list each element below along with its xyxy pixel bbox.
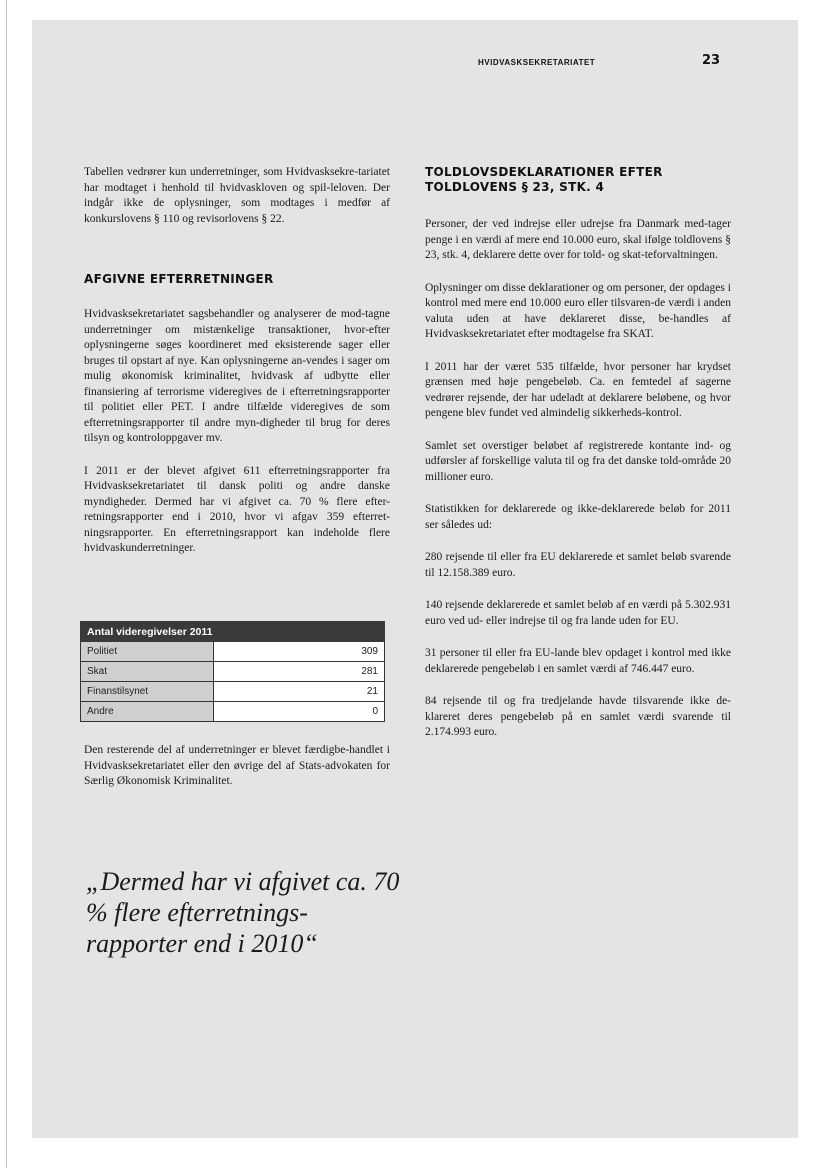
right-paragraph: Samlet set overstiger beløbet af registrerede kontante ind- og udførsler af forskellige valuta til og fra det danske told-område 20 millioner euro. bbox=[425, 439, 731, 483]
row-label: Andre bbox=[81, 702, 214, 722]
row-value: 281 bbox=[214, 662, 385, 682]
after-table-paragraph bbox=[84, 743, 390, 807]
right-paragraph: Personer, der ved indrejse eller udrejse fra Danmark med-tager penge i en værdi af mere end 10.000 euro, skal ifølge toldlovens § 23, stk. 4, deklarere dette over for told- og skat-teforvaltningen. bbox=[425, 218, 731, 261]
table-header-row bbox=[81, 622, 385, 642]
table-row bbox=[81, 642, 385, 662]
running-head: HVIDVASKSEKRETARIATET bbox=[478, 58, 596, 67]
page-number: 23 bbox=[702, 53, 721, 68]
row-value: 0 bbox=[214, 702, 385, 722]
right-paragraph: I 2011 har der været 535 tilfælde, hvor personer har krydset grænsen med høje pengebeløb. Ca. en femtedel af sagerne vedrører rejsende, der har udeladt at deklarere beløbene, og hvor pengene blev fundet ved almindelig sikkerheds-kontrol. bbox=[425, 360, 731, 419]
left-column-body bbox=[84, 307, 390, 574]
table-title: Antal videregivelser 2011 bbox=[81, 622, 385, 642]
row-label: Politiet bbox=[81, 642, 214, 662]
after-table-text: Den resterende del af underretninger er blevet færdigbe-handlet i Hvidvasksekretariatet eller den øvrige del af Stats-advokaten for Særlig Økonomisk Kriminalitet. bbox=[84, 744, 390, 787]
videregivelser-table bbox=[80, 621, 385, 722]
right-paragraph: 280 rejsende til eller fra EU deklarerede et samlet beløb svarende til 12.158.389 euro. bbox=[425, 551, 731, 579]
right-paragraph: 84 rejsende til og fra tredjelande havde tilsvarende ikke de-klareret deres pengebeløb på en samlet værdi svarende til 2.174.993 euro. bbox=[425, 695, 731, 738]
table-row bbox=[81, 682, 385, 702]
right-paragraph: Oplysninger om disse deklarationer og om personer, der opdages i kontrol med mere end 10.000 euro eller tilsvaren-de værdi i anden valuta uden at have deklareret disse, be-handles af Hvidvasksekretariatet efter modtagelse fra SKAT. bbox=[425, 281, 731, 340]
body-paragraph-2: I 2011 er der blevet afgivet 611 efterretningsrapporter fra Hvidvasksekretariatet til dansk politi og andre danske myndigheder. Dermed har vi afgivet ca. 70 % flere efter-retningsrapporter end i 2010, hvor vi afgav 359 efterret-ningsrapporter. En efterretningsrapport kan indeholde flere hvidvaskunderretninger. bbox=[84, 464, 390, 554]
right-column-body bbox=[425, 217, 731, 758]
right-paragraph: 140 rejsende deklarerede et samlet beløb af en værdi på 5.302.931 euro ved ud- eller indrejse til og fra lande uden for EU. bbox=[425, 599, 731, 627]
row-label: Finanstilsynet bbox=[81, 682, 214, 702]
row-value: 309 bbox=[214, 642, 385, 662]
table-row bbox=[81, 662, 385, 682]
row-label: Skat bbox=[81, 662, 214, 682]
right-paragraph: 31 personer til eller fra EU-lande blev opdaget i kontrol med ikke deklarerede pengebeløb i en samlet værdi af 746.447 euro. bbox=[425, 647, 731, 675]
left-column-intro bbox=[84, 165, 390, 244]
section-heading-toldlov: TOLDLOVSDEKLARATIONER EFTER TOLDLOVENS § 23, STK. 4 bbox=[425, 165, 663, 194]
row-value: 21 bbox=[214, 682, 385, 702]
body-paragraph-1: Hvidvasksekretariatet sagsbehandler og analyserer de mod-tagne underretninger om mistænkelige transaktioner, hvor-efter oplysningerne søges koordineret med eksisterende sager eller bruges til opstart af nye. Kan oplysningerne an-vendes i sager om mulig økonomisk kriminalitet, hvidvask af udbytte eller finansiering af terrorisme videregives de i efterretningsrapporter til politiet eller PET. I andre tilfælde videregives de som efterretningsrapporter til andre myn-digheder til brug for deres tilsyn og kontroloppgaver mv. bbox=[84, 308, 390, 444]
right-paragraph: Statistikken for deklarerede og ikke-deklarerede beløb for 2011 ser således ud: bbox=[425, 503, 731, 531]
section-heading-afgivne: AFGIVNE EFTERRETNINGER bbox=[84, 272, 274, 286]
pull-quote: „Dermed har vi afgivet ca. 70 % flere efterretnings-rapporter end i 2010“ bbox=[86, 867, 400, 958]
table-row bbox=[81, 702, 385, 722]
intro-paragraph: Tabellen vedrører kun underretninger, som Hvidvasksekre-tariatet har modtaget i henhold til hvidvaskloven og spil-leloven. Der indgår ikke de oplysninger, som modtages i medfør af konkurslovens § 110 og revisorlovens § 22. bbox=[84, 166, 390, 225]
page-edge-rule bbox=[6, 0, 7, 1168]
